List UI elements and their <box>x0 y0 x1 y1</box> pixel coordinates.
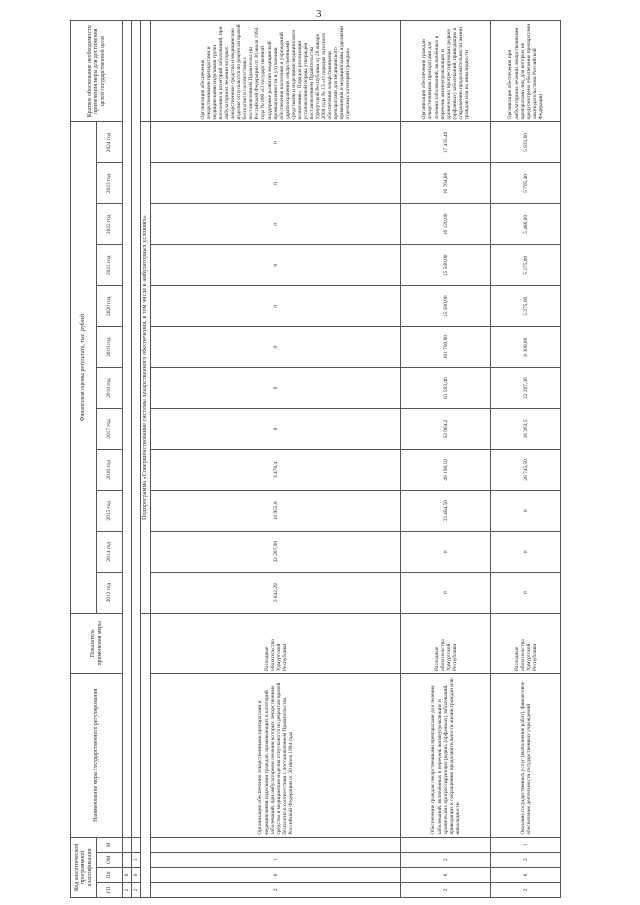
value-cell: 5 933,60 <box>491 122 561 163</box>
code-cell <box>123 852 132 867</box>
empty-cell <box>141 613 151 897</box>
code-cell <box>401 837 491 852</box>
value-cell: 0 <box>401 531 491 572</box>
value-cell: 5 705,40 <box>491 163 561 204</box>
code-cell: 2 <box>123 882 132 897</box>
code-cell: 2 <box>401 852 491 867</box>
value-cell: 0 <box>491 531 561 572</box>
code-cell: 1 <box>151 852 401 867</box>
rationale-cell: Организация обеспечения граждан лекарственными препаратами для лечения заболеваний, включённых в перечень жизнеугрожающих и хронических прогрессирующих редких (орфанных) заболеваний, приводящих к сокращению продолжительности жизни граждан или их инвалидности <box>401 21 491 122</box>
value-cell: 5 486,00 <box>491 204 561 245</box>
table-row <box>491 21 561 898</box>
code-cell <box>151 837 401 852</box>
page-number: 3 <box>316 8 322 20</box>
code-cell <box>123 837 132 852</box>
code-cell: 2 <box>491 882 561 897</box>
value-cell: 0 <box>151 122 401 163</box>
value-cell: 17 435,40 <box>401 122 491 163</box>
value-cell: 0 <box>491 572 561 613</box>
code-cell: 1 <box>132 852 141 867</box>
header-year: 2017 год <box>97 409 123 450</box>
code-cell: 6 <box>401 867 491 882</box>
header-year: 2019 год <box>97 327 123 368</box>
value-cell: 5 275,00 <box>491 286 561 327</box>
code-cell: 3 <box>491 852 561 867</box>
header-year: 2023 год <box>97 163 123 204</box>
header-rationale: Краткое обоснование необходимости применения меры для достижения целей государственной цели <box>71 21 123 122</box>
rotated-table-wrapper <box>70 20 630 898</box>
value-cell: 0 <box>151 245 401 286</box>
code-row <box>132 21 141 898</box>
value-cell: 0 <box>151 286 401 327</box>
header-indicator: Показатель применения меры <box>71 613 123 673</box>
value-cell: 0 <box>151 327 401 368</box>
header-pp: Пп <box>97 867 123 882</box>
value-cell: 49 190,10 <box>401 449 491 490</box>
table-row <box>401 21 491 898</box>
measure-name: Оказание государственных услуг (выполнение работ), финансовое обеспечение деятельности государственных учреждений <box>491 673 561 837</box>
value-cell: 26 745,50 <box>491 449 561 490</box>
header-year: 2021 год <box>97 245 123 286</box>
empty-cell <box>141 21 151 122</box>
header-year: 2022 год <box>97 204 123 245</box>
value-cell: 16 263,5 <box>491 409 561 450</box>
value-cell: 10 955,8 <box>151 490 401 531</box>
header-year: 2014 год <box>97 531 123 572</box>
header-om: ОМ <box>97 852 123 867</box>
value-cell: 0 <box>151 163 401 204</box>
code-cell: 1 <box>491 837 561 852</box>
section-row <box>141 21 151 898</box>
header-year: 2024 год <box>97 122 123 163</box>
value-cell: 16 764,80 <box>401 163 491 204</box>
value-cell: 16 120,00 <box>401 204 491 245</box>
value-cell: 15 500,00 <box>401 245 491 286</box>
value-cell: 3 842,29 <box>151 572 401 613</box>
header-year: 2018 год <box>97 368 123 409</box>
regulation-table <box>70 20 561 898</box>
value-cell: 33 404,50 <box>401 490 491 531</box>
rationale-cell: Организация обеспечения лекарственными препаратами и медицинскими изделиями групп населения и категорий заболеваний, при амбулаторном лечении которых лекарственные средства и медицинские изделия отпускаются по рецептам врачей бесплатно в соответствии с постановлением Правительства Российской Федерации от 30 июля 1994 года № 890 «О государственной поддержке развития медицинской промышленности и улучшении обеспечения населения и учреждений здравоохранения лекарственными средствами и изделиями медицинского назначения». Порядок реализации установленной нормы утверждён постановлением Правительства Удмуртской Республики от 28 января 2008 года № 13 «О порядке льготного обеспечения лекарственными препаратами для медицинского применения и медицинскими изделиями отдельных категорий граждан» <box>151 21 401 122</box>
value-cell: 101 700,00 <box>401 327 491 368</box>
empty-cell <box>132 21 141 838</box>
value-cell: 5 275,00 <box>491 245 561 286</box>
value-cell: 0 <box>151 204 401 245</box>
value-cell: 3 476,4 <box>151 449 401 490</box>
code-cell: 6 <box>132 867 141 882</box>
header-gp: ГП <box>97 882 123 897</box>
value-cell: 6 309,80 <box>491 327 561 368</box>
code-cell: 2 <box>401 882 491 897</box>
value-cell: 0 <box>491 490 561 531</box>
value-cell: 52 064,2 <box>401 409 491 450</box>
indicator-cell: Расходные обязательства Удмуртской Республики <box>401 613 491 673</box>
rationale-cell: Организация обеспечения при амбулаторном лечении лекарственными препаратами лиц, для которых не предусмотрено обеспечение препаратами законодательством Российской Федерации <box>491 21 561 122</box>
header-year: 2013 год <box>97 572 123 613</box>
code-cell: 2 <box>132 882 141 897</box>
empty-cell <box>123 21 132 838</box>
code-cell: 6 <box>151 867 401 882</box>
code-row <box>123 21 132 898</box>
code-cell: 2 <box>151 882 401 897</box>
value-cell: 22 207,30 <box>491 368 561 409</box>
code-cell: 6 <box>123 867 132 882</box>
header-financial-group: Финансовая оценка результата, тыс. рублей <box>71 122 97 613</box>
header-year: 2020 год <box>97 286 123 327</box>
header-year: 2016 год <box>97 449 123 490</box>
header-code-group: Код аналитической программной классификации <box>71 837 97 897</box>
header-measure-name: Наименование меры государственного регулирования <box>71 673 123 837</box>
value-cell: 15 500,00 <box>401 286 491 327</box>
header-year: 2015 год <box>97 490 123 531</box>
value-cell: 61 593,40 <box>401 368 491 409</box>
code-cell: 6 <box>491 867 561 882</box>
measure-name: Обеспечение граждан лекарственными препаратами для лечения заболеваний, включённых в перечень жизнеугрожающих и хронических прогрессирующих редких (орфанных) заболеваний, приводящих к сокращению продолжительности жизни граждан или инвалидности <box>401 673 491 837</box>
value-cell: 0 <box>151 409 401 450</box>
header-m: М <box>97 837 123 852</box>
indicator-cell: Расходные обязательства Удмуртской Республики <box>151 613 401 673</box>
measure-name: Организация обеспечения лекарственными препаратами и медицинскими изделиями граждан, проживающих в категорий заболеваний, при амбулаторном лечении которых лекарственные средства и медицинские изделия отпускаются по рецептам врачей бесплатно в соответствии с постановлением Правительства Российской Федерации от 30 июля 1994 года <box>151 673 401 837</box>
value-cell: 0 <box>151 368 401 409</box>
value-cell: 32 287,00 <box>151 531 401 572</box>
code-cell <box>132 837 141 852</box>
value-cell: 0 <box>401 572 491 613</box>
section-title: Подпрограмма «Совершенствование системы лекарственного обеспечения, в том числе в амбулаторных условиях» <box>141 122 151 613</box>
table-row <box>151 21 401 898</box>
indicator-cell: Расходные обязательства Удмуртской Республики <box>491 613 561 673</box>
